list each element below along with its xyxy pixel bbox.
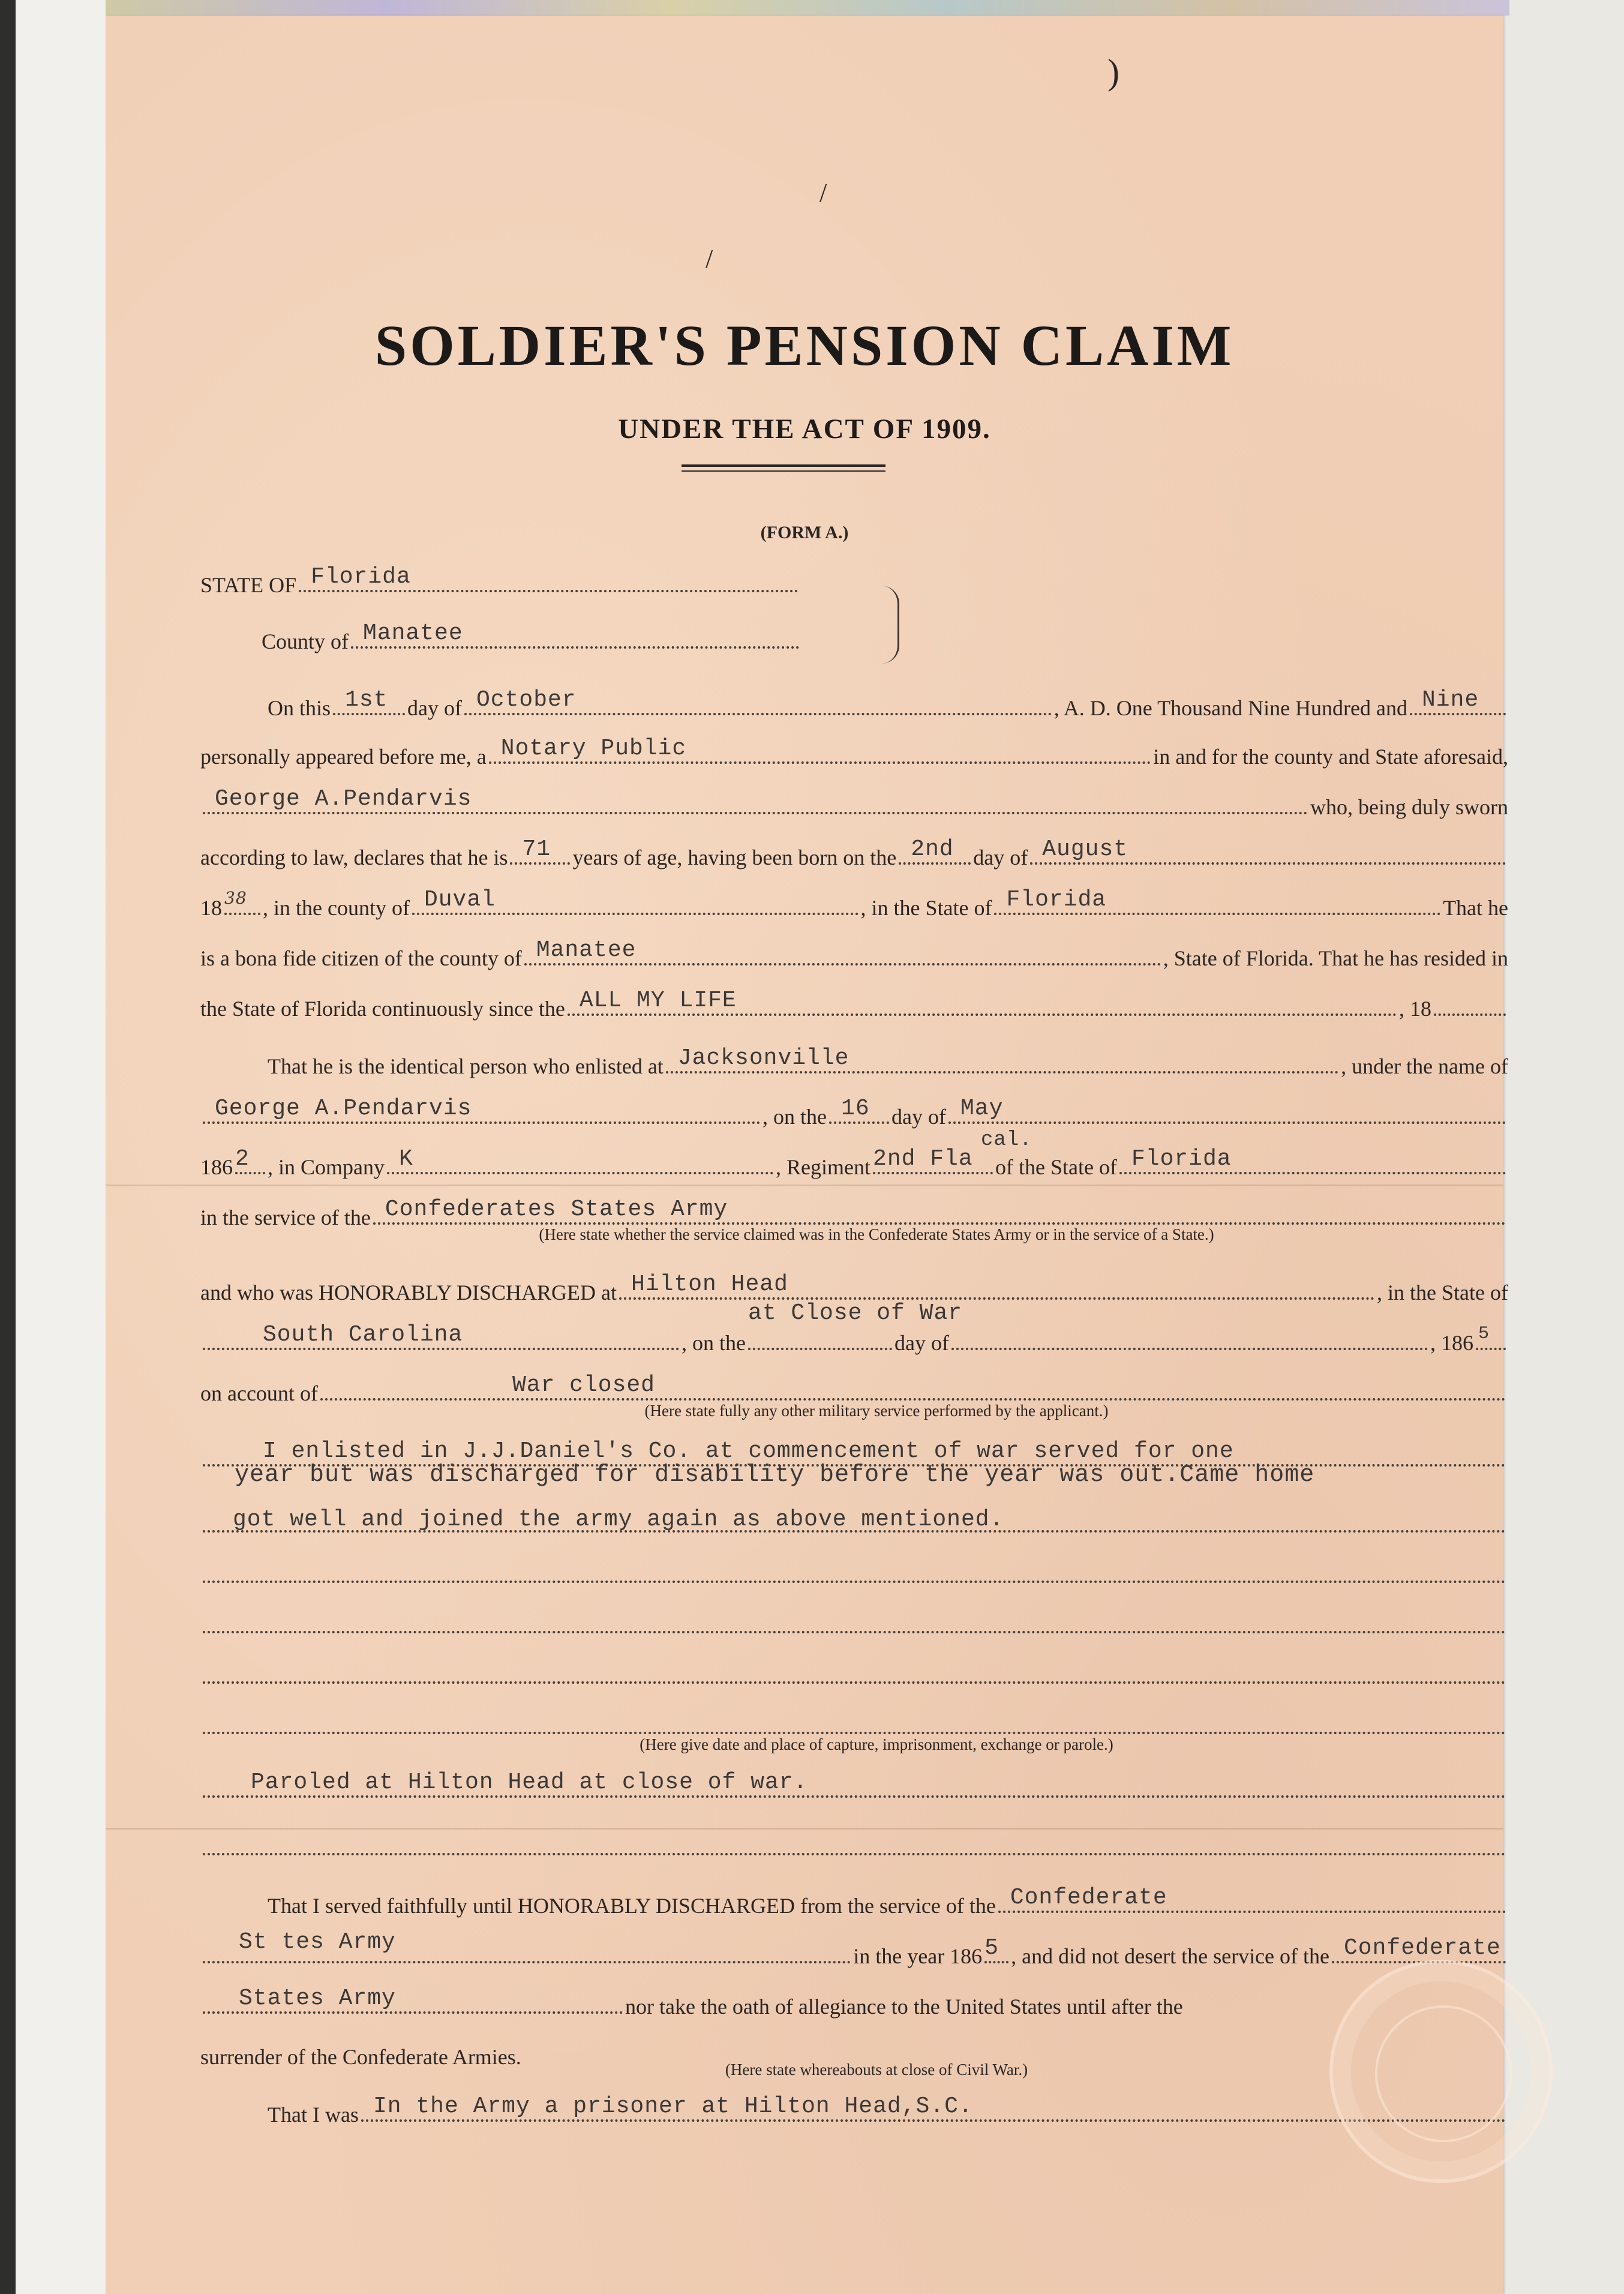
notary-seal-inner	[1375, 2005, 1512, 2142]
discharge-day-value: at Close of War	[748, 1300, 963, 1326]
of-state-label: of the State of	[995, 1155, 1117, 1179]
state-label: STATE OF	[200, 573, 297, 597]
served-field	[998, 1885, 1506, 1913]
day-value: 1st	[345, 687, 388, 713]
desert-value-2: States Army	[239, 1986, 396, 2011]
surrender-label: surrender of the Confederate Armies.	[200, 2045, 521, 2069]
enlisted-line	[268, 1039, 1508, 1077]
state-of-label: , in the State of	[860, 896, 992, 920]
enlist-place-field	[666, 1045, 1338, 1073]
pension-claim-form	[106, 16, 1509, 2294]
day-of-label: day of	[891, 1105, 946, 1129]
county-label: County of	[262, 629, 349, 653]
served-year-line	[200, 1929, 1508, 1967]
service-line	[200, 1190, 1508, 1228]
day-of-label: day of	[973, 845, 1028, 869]
personally-label: personally appeared before me, a	[200, 745, 487, 769]
discharge-year-suffix: 5	[1478, 1324, 1490, 1344]
form-subtitle: UNDER THE ACT OF 1909.	[618, 413, 991, 445]
claimant-field	[203, 786, 1308, 814]
ink-mark: /	[706, 244, 713, 274]
enlist-year-field	[235, 1146, 265, 1174]
one86-label: 186	[200, 1155, 233, 1179]
that-i-was-label: That I was	[268, 2103, 359, 2127]
narrative-line-3	[200, 1498, 1508, 1536]
day-of-label: day of	[407, 696, 462, 720]
whereabouts-field	[361, 2094, 1506, 2122]
official-field	[489, 736, 1151, 764]
honorably-label: and who was HONORABLY DISCHARGED at	[200, 1281, 617, 1305]
state-line	[200, 557, 800, 596]
birthplace-line	[200, 880, 1508, 919]
day-of-label: day of	[894, 1331, 949, 1355]
enlist-place-value: Jacksonville	[677, 1045, 849, 1071]
birth-month-value: August	[1042, 836, 1128, 862]
county-line	[262, 614, 802, 652]
county-field	[351, 620, 799, 649]
service-value: Confederates States Army	[385, 1197, 728, 1222]
who-being-label: who, being duly sworn	[1310, 795, 1508, 819]
official-value: Notary Public	[500, 736, 687, 761]
in-state-label: , in the State of	[1377, 1281, 1508, 1305]
blank-line	[200, 1548, 1508, 1587]
in-service-label: in the service of the	[200, 1206, 371, 1230]
account-line	[200, 1366, 1508, 1404]
in-and-for-label: in and for the county and State aforesaid,	[1153, 745, 1508, 769]
served-label: That I served faithfully until HONORABLY DISCHARGED from the service of the	[268, 1894, 996, 1918]
regiment-state-value: Florida	[1131, 1146, 1232, 1172]
enlist-day-value: 16	[841, 1096, 870, 1121]
enlist-year-suffix: 2	[235, 1146, 250, 1172]
company-label: , in Company	[268, 1155, 385, 1179]
under-name-label: , under the name of	[1341, 1054, 1508, 1078]
narrative-text-3: got well and joined the army again as above mentioned.	[233, 1507, 1004, 1533]
discharge-year-field	[1476, 1324, 1506, 1350]
oath-line	[200, 1979, 1508, 2017]
regiment-label: , Regiment	[776, 1155, 871, 1179]
narrative-field	[203, 1507, 1506, 1533]
ad-label: , A. D. One Thousand Nine Hundred and	[1053, 696, 1407, 720]
birth-year-field	[224, 888, 260, 915]
age-value: 71	[522, 836, 551, 862]
whereabouts-value: In the Army a prisoner at Hilton Head,S.C.	[373, 2094, 973, 2119]
county-of-label: , in the county of	[263, 896, 410, 920]
whereabouts-line	[268, 2087, 1508, 2125]
since-value: ALL MY LIFE	[579, 988, 737, 1013]
on-the-label: , on the	[763, 1105, 827, 1129]
regiment-value: 2nd Fla	[873, 1146, 973, 1172]
identical-label: That he is the identical person who enlisted at	[268, 1054, 664, 1078]
state-county-brace	[879, 586, 899, 664]
company-field	[387, 1146, 773, 1174]
enlist-name-field	[203, 1096, 760, 1124]
blank-line	[200, 1699, 1508, 1738]
account-label: on account of	[200, 1381, 318, 1405]
on-the-label: , on the	[682, 1331, 746, 1355]
served-field-2	[203, 1929, 851, 1963]
company-value: K	[399, 1146, 413, 1172]
appeared-line	[200, 729, 1508, 767]
birth-day-field	[899, 836, 971, 865]
enlist-day-field	[829, 1096, 889, 1124]
resided-label: , State of Florida. That he has resided in	[1163, 946, 1508, 970]
enlist-name-line	[200, 1089, 1508, 1127]
served-value-1: Confederate	[1010, 1885, 1167, 1911]
citizen-line	[200, 931, 1508, 969]
service-note: (Here state whether the service claimed was in the Confederate States Army or in the service of a State.)	[539, 1225, 1214, 1243]
capture-line	[200, 1763, 1508, 1801]
ink-mark: /	[819, 178, 827, 208]
blank-line	[200, 1599, 1508, 1637]
birth-state-value: Florida	[1006, 887, 1107, 913]
capture-note: (Here give date and place of capture, imprisonment, exchange or parole.)	[640, 1735, 1113, 1753]
citizen-county-value: Manatee	[536, 937, 637, 963]
narrative-text-1: I enlisted in J.J.Daniel's Co. at commencement of war served for one	[263, 1438, 1234, 1464]
that-he-label: That he	[1443, 896, 1509, 920]
regiment-extra: cal.	[981, 1129, 1032, 1152]
discharge-state-line	[200, 1300, 1508, 1355]
blank-line	[200, 1821, 1508, 1859]
capture-field	[203, 1770, 1506, 1798]
capture-value: Paroled at Hilton Head at close of war.	[251, 1770, 808, 1795]
county-value: Manatee	[363, 620, 463, 646]
age-field	[510, 836, 570, 865]
service-field	[373, 1197, 1506, 1225]
form-label: (FORM A.)	[760, 523, 849, 542]
discharge-place-field	[619, 1272, 1374, 1300]
ink-mark: )	[1107, 52, 1119, 92]
enlist-month-value: May	[960, 1096, 1004, 1121]
month-field	[464, 687, 1052, 715]
served-year-field	[984, 1935, 1008, 1963]
residence-line	[200, 981, 1508, 1019]
according-label: according to law, declares that he is	[200, 845, 508, 869]
blank-field	[203, 1681, 1506, 1684]
form-title: SOLDIER'S PENSION CLAIM	[374, 313, 1235, 377]
blank-field	[203, 1581, 1506, 1583]
served-year-suffix: 5	[984, 1935, 999, 1961]
served-value-2: St tes Army	[239, 1929, 396, 1955]
served-line	[268, 1878, 1508, 1917]
regiment-state-field	[1119, 1146, 1506, 1174]
blank-field	[203, 1853, 1506, 1855]
since-field	[568, 988, 1397, 1016]
bona-fide-label: is a bona fide citizen of the county of	[200, 946, 522, 970]
scan-background	[16, 0, 106, 2294]
in-year-label: in the year 186	[853, 1944, 983, 1968]
scan-left-edge	[0, 0, 16, 2294]
eighteen-label: 18	[200, 896, 222, 920]
state-value: Florida	[311, 564, 411, 590]
title-rule	[682, 470, 885, 472]
enlist-month-field	[948, 1096, 1506, 1124]
age-line	[200, 830, 1508, 868]
birth-year-suffix: 38	[224, 888, 247, 908]
title-rule	[682, 464, 885, 467]
discharge-state-field	[203, 1322, 679, 1350]
narrative-text-2: year but was discharged for disability before the year was out.Came home	[235, 1462, 1315, 1489]
blank-field	[203, 1732, 1506, 1734]
years-label: years of age, having been born on the	[572, 845, 897, 869]
nor-take-label: nor take the oath of allegiance to the United States until after the	[625, 1995, 1183, 2019]
birth-state-field	[994, 887, 1440, 915]
fold-line	[106, 1185, 1503, 1186]
eighteen-end-label: , 18	[1399, 997, 1431, 1021]
birth-county-field	[412, 887, 858, 915]
state-field	[299, 564, 798, 592]
day-field	[333, 687, 405, 715]
discharge-state-value: South Carolina	[263, 1322, 463, 1348]
birth-day-value: 2nd	[911, 836, 954, 862]
desert-value-1: Confederate	[1344, 1935, 1501, 1961]
birth-month-field	[1030, 836, 1506, 865]
desert-label: , and did not desert the service of the	[1011, 1944, 1329, 1968]
desert-field-2	[203, 1986, 623, 2014]
enlist-name-value: George A.Pendarvis	[215, 1096, 472, 1121]
discharge-line	[200, 1265, 1508, 1303]
blank-field	[203, 1631, 1506, 1633]
claimant-line	[200, 779, 1508, 818]
whereabouts-note: (Here state whereabouts at close of Civil War.)	[725, 2061, 1028, 2079]
regiment-field	[873, 1129, 1032, 1174]
military-note: (Here state fully any other military service performed by the applicant.)	[644, 1402, 1109, 1420]
blank-line	[200, 1649, 1508, 1687]
scan-top-edge	[106, 0, 1509, 16]
discharge-place-value: Hilton Head	[631, 1272, 788, 1297]
claimant-name: George A.Pendarvis	[215, 786, 472, 812]
continuously-label: the State of Florida continuously since the	[200, 997, 565, 1021]
discharge-month-field	[951, 1348, 1428, 1350]
month-value: October	[476, 687, 577, 713]
year-value: Nine	[1422, 687, 1479, 713]
year-field	[1410, 687, 1506, 715]
citizen-county-field	[524, 937, 1161, 965]
notary-seal-emboss	[1329, 1960, 1553, 2183]
date-line	[268, 680, 1508, 719]
on-this-label: On this	[268, 696, 331, 720]
birth-county-value: Duval	[424, 887, 496, 913]
since-year-field	[1434, 1013, 1506, 1016]
company-line	[200, 1129, 1508, 1179]
account-value: War closed	[512, 1372, 655, 1398]
account-field	[320, 1372, 1506, 1401]
one86-label: , 186	[1430, 1331, 1474, 1355]
